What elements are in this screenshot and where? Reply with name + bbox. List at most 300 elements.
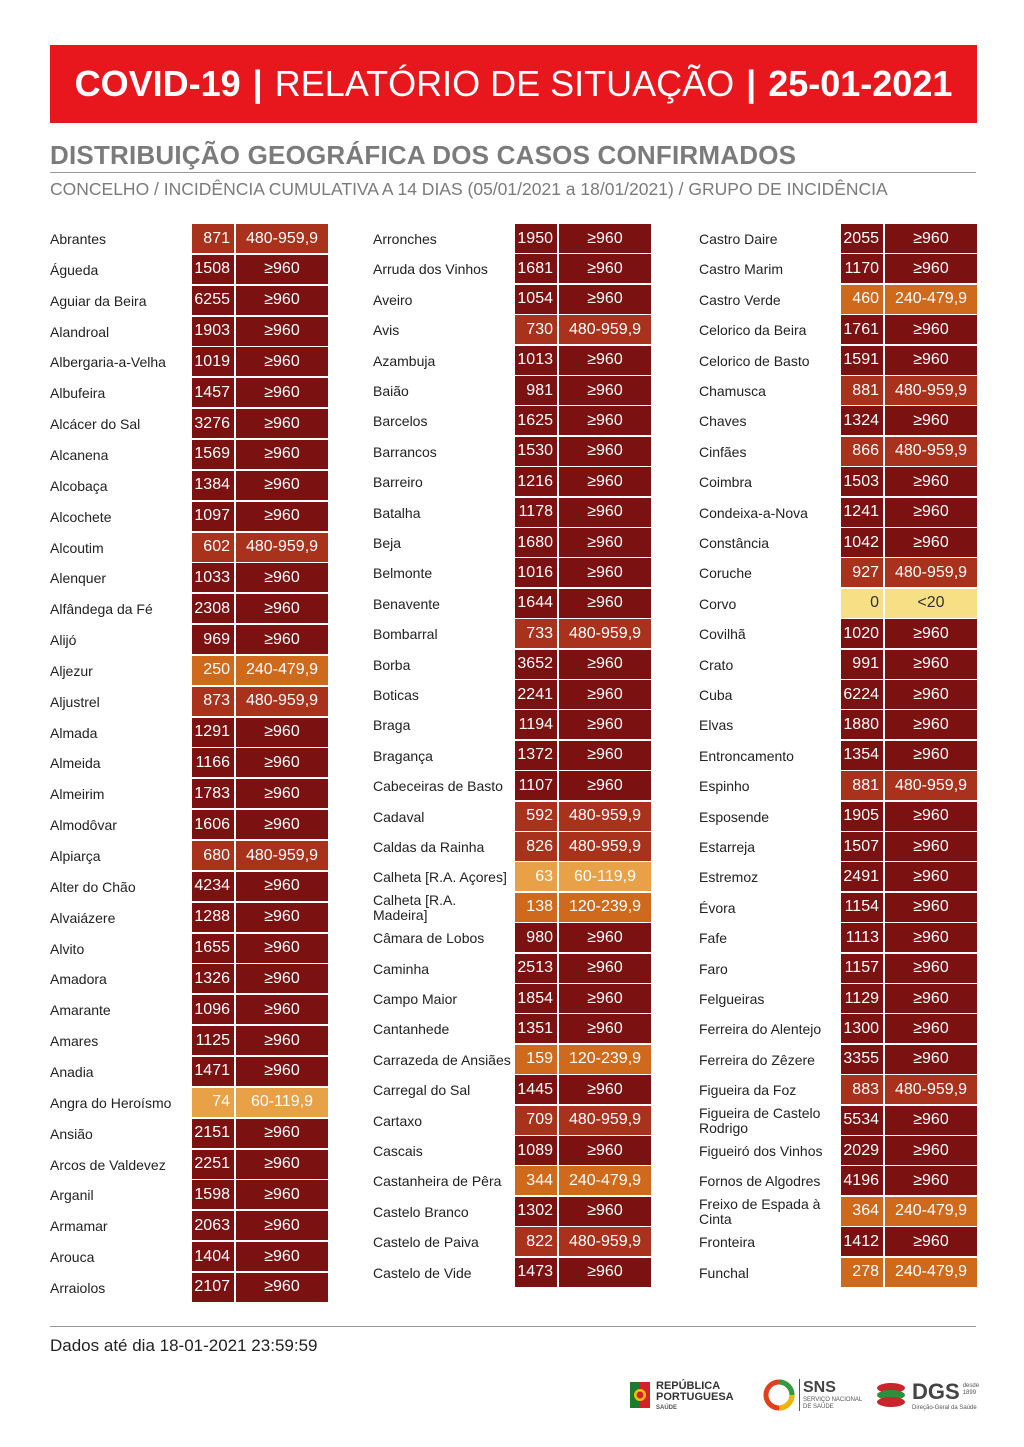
municipality-name: Aljezur xyxy=(50,662,93,679)
table-row xyxy=(373,558,651,589)
table-row xyxy=(50,502,328,533)
municipality-name: Figueira da Foz xyxy=(699,1082,797,1099)
table-row xyxy=(50,748,328,779)
table-row xyxy=(373,650,651,681)
table-row xyxy=(373,285,651,316)
table-row xyxy=(699,1045,977,1076)
table-row xyxy=(50,1119,328,1150)
incidence-value: 2151 xyxy=(192,1119,234,1148)
incidence-value: 3652 xyxy=(515,650,557,679)
municipality-name: Cadaval xyxy=(373,808,425,825)
dgs-year: 1899 xyxy=(962,1389,977,1396)
incidence-value: 278 xyxy=(841,1258,883,1287)
incidence-group: ≥960 xyxy=(885,406,977,435)
incidence-group: 480-959,9 xyxy=(559,619,651,648)
incidence-value: 1324 xyxy=(841,406,883,435)
municipality-name: Cascais xyxy=(373,1143,423,1159)
municipality-name: Coimbra xyxy=(699,474,752,491)
incidence-group: 240-479,9 xyxy=(885,1258,977,1287)
table-row xyxy=(50,286,328,317)
table-row xyxy=(50,1211,328,1242)
incidence-group: ≥960 xyxy=(559,741,651,770)
table-row xyxy=(373,1166,651,1197)
incidence-value: 1508 xyxy=(192,255,234,284)
municipality-name: Corvo xyxy=(699,595,737,612)
incidence-group: ≥960 xyxy=(885,315,977,344)
incidence-group: ≥960 xyxy=(885,832,977,861)
table-row xyxy=(373,862,651,893)
municipality-name: Alcácer do Sal xyxy=(50,416,141,433)
incidence-value: 1680 xyxy=(515,528,557,557)
municipality-name: Chamusca xyxy=(699,383,766,399)
municipality-name: Alcoutim xyxy=(50,539,104,556)
table-row xyxy=(50,841,328,872)
municipality-name: Barcelos xyxy=(373,413,428,430)
incidence-value: 250 xyxy=(192,656,234,685)
incidence-group: ≥960 xyxy=(559,528,651,557)
incidence-value: 2491 xyxy=(841,862,883,891)
municipality-name: Arruda dos Vinhos xyxy=(373,261,488,278)
section-subheading: CONCELHO / INCIDÊNCIA CUMULATIVA A 14 DIAS (05/01/2021 a 18/01/2021) / GRUPO DE INCIDÊNCIA xyxy=(50,179,888,199)
table-row xyxy=(50,779,328,810)
incidence-value: 592 xyxy=(515,802,557,831)
municipality-name: Freixo de Espada à Cinta xyxy=(699,1196,821,1228)
incidence-group: ≥960 xyxy=(236,1150,328,1179)
municipality-name: Ferreira do Zêzere xyxy=(699,1051,815,1068)
table-row xyxy=(373,802,651,833)
table-row xyxy=(373,1197,651,1228)
incidence-group: ≥960 xyxy=(559,954,651,983)
data-date-note: Dados até dia 18-01-2021 23:59:59 xyxy=(50,1336,318,1355)
municipality-name: Faro xyxy=(699,960,728,977)
table-row xyxy=(699,741,977,772)
municipality-name: Crato xyxy=(699,656,734,673)
municipality-name: Entroncamento xyxy=(699,747,794,764)
table-row xyxy=(699,498,977,529)
incidence-group: ≥960 xyxy=(885,923,977,952)
incidence-value: 980 xyxy=(515,923,557,952)
incidence-group: ≥960 xyxy=(236,625,328,654)
municipality-name: Castelo Branco xyxy=(373,1203,469,1220)
municipality-name: Alcobaça xyxy=(50,477,108,494)
incidence-group: 480-959,9 xyxy=(885,558,977,587)
incidence-value: 680 xyxy=(192,841,234,870)
table-row xyxy=(699,893,977,924)
municipality-name: Castro Verde xyxy=(699,291,781,308)
incidence-group: ≥960 xyxy=(559,1075,651,1104)
incidence-group: 240-479,9 xyxy=(885,1197,977,1226)
incidence-value: 1154 xyxy=(841,893,883,922)
table-row xyxy=(50,1273,328,1304)
incidence-value: 0 xyxy=(841,589,883,618)
municipality-name: Almeirim xyxy=(50,786,105,803)
municipality-name: Alandroal xyxy=(50,323,110,340)
incidence-value: 1471 xyxy=(192,1057,234,1086)
municipality-name: Évora xyxy=(699,899,736,916)
republica-line3: SAÚDE xyxy=(656,1404,678,1411)
incidence-group: ≥960 xyxy=(559,923,651,952)
incidence-value: 873 xyxy=(192,687,234,716)
municipality-name: Arraiolos xyxy=(50,1279,106,1296)
incidence-group: ≥960 xyxy=(236,502,328,531)
incidence-value: 1384 xyxy=(192,471,234,500)
incidence-group: ≥960 xyxy=(236,1026,328,1055)
incidence-value: 1591 xyxy=(841,346,883,375)
incidence-value: 1194 xyxy=(515,710,557,739)
incidence-group: <20 xyxy=(885,589,977,618)
incidence-group: ≥960 xyxy=(236,1119,328,1148)
municipality-name: Castro Marim xyxy=(699,261,784,278)
table-row xyxy=(699,802,977,833)
incidence-group: 120-239,9 xyxy=(559,1045,651,1074)
incidence-value: 159 xyxy=(515,1045,557,1074)
incidence-group: ≥960 xyxy=(559,346,651,375)
municipality-name: Arouca xyxy=(50,1249,95,1266)
incidence-value: 1473 xyxy=(515,1258,557,1287)
municipality-name: Alter do Chão xyxy=(50,878,136,895)
incidence-group: ≥960 xyxy=(885,741,977,770)
table-row xyxy=(699,710,977,741)
table-row xyxy=(699,923,977,954)
table-row xyxy=(50,563,328,594)
incidence-group: 120-239,9 xyxy=(559,893,651,922)
incidence-group: 240-479,9 xyxy=(559,1166,651,1195)
incidence-group: 480-959,9 xyxy=(236,224,328,253)
incidence-group: ≥960 xyxy=(236,1180,328,1209)
incidence-value: 1016 xyxy=(515,558,557,587)
table-row xyxy=(373,893,651,924)
municipality-name: Castanheira de Pêra xyxy=(373,1173,502,1190)
municipality-name: Cinfães xyxy=(699,443,747,460)
municipality-name: Almeida xyxy=(50,755,101,772)
incidence-group: ≥960 xyxy=(885,1014,977,1043)
incidence-group: ≥960 xyxy=(885,1045,977,1074)
incidence-value: 4234 xyxy=(192,872,234,901)
incidence-group: 480-959,9 xyxy=(885,437,977,466)
table-row xyxy=(373,680,651,711)
table-row xyxy=(699,346,977,377)
incidence-group: ≥960 xyxy=(885,254,977,283)
incidence-value: 1681 xyxy=(515,254,557,283)
municipality-name: Condeixa-a-Nova xyxy=(699,504,808,521)
table-row xyxy=(50,1057,328,1088)
municipality-name: Braga xyxy=(373,717,411,734)
incidence-value: 1625 xyxy=(515,406,557,435)
table-row xyxy=(373,710,651,741)
incidence-group: ≥960 xyxy=(885,862,977,891)
incidence-group: ≥960 xyxy=(885,802,977,831)
incidence-group: ≥960 xyxy=(559,376,651,405)
incidence-group: ≥960 xyxy=(559,498,651,527)
table-row xyxy=(699,619,977,650)
table-row xyxy=(373,406,651,437)
table-row xyxy=(50,594,328,625)
incidence-group: ≥960 xyxy=(885,710,977,739)
municipality-name: Alpiarça xyxy=(50,848,101,864)
table-row xyxy=(373,589,651,620)
table-row xyxy=(50,1180,328,1211)
table-row xyxy=(373,224,651,255)
incidence-group: ≥960 xyxy=(559,650,651,679)
table-row xyxy=(373,498,651,529)
table-row xyxy=(50,903,328,934)
incidence-group: 480-959,9 xyxy=(559,802,651,831)
incidence-group: ≥960 xyxy=(236,995,328,1024)
incidence-group: ≥960 xyxy=(236,1057,328,1086)
municipality-name: Celorico da Beira xyxy=(699,322,807,339)
incidence-group: ≥960 xyxy=(236,286,328,315)
municipality-name: Amarante xyxy=(50,1002,111,1019)
table-row xyxy=(699,589,977,620)
municipality-name: Alvito xyxy=(50,940,85,957)
incidence-group: ≥960 xyxy=(559,589,651,618)
municipality-name: Calheta [R.A. Açores] xyxy=(373,869,507,886)
incidence-value: 1445 xyxy=(515,1075,557,1104)
table-row xyxy=(50,409,328,440)
municipality-name: Beja xyxy=(373,535,402,551)
dgs-fullname: Direção-Geral da Saúde xyxy=(912,1404,977,1411)
sns-emblem-icon xyxy=(762,1378,796,1412)
incidence-group: ≥960 xyxy=(236,409,328,438)
municipality-name: Anadia xyxy=(50,1063,94,1080)
municipality-name: Alcochete xyxy=(50,508,112,525)
incidence-value: 1404 xyxy=(192,1242,234,1271)
incidence-group: ≥960 xyxy=(236,964,328,993)
incidence-value: 2029 xyxy=(841,1136,883,1165)
incidence-value: 991 xyxy=(841,650,883,679)
table-row xyxy=(50,687,328,718)
incidence-value: 1216 xyxy=(515,467,557,496)
municipality-name: Almodôvar xyxy=(50,817,117,834)
banner-title: COVID-19 xyxy=(74,63,241,104)
incidence-group: ≥960 xyxy=(236,903,328,932)
municipality-name: Azambuja xyxy=(373,352,436,369)
incidence-value: 1178 xyxy=(515,498,557,527)
municipality-name: Alijó xyxy=(50,632,77,649)
republica-emblem-icon xyxy=(626,1378,652,1414)
incidence-group: ≥960 xyxy=(885,224,977,253)
municipality-name: Barrancos xyxy=(373,443,437,460)
report-banner xyxy=(50,45,977,123)
incidence-group: 60-119,9 xyxy=(236,1088,328,1117)
incidence-group: 480-959,9 xyxy=(236,841,328,870)
table-row xyxy=(50,1088,328,1119)
municipality-name: Aguiar da Beira xyxy=(50,292,147,309)
dgs-name: DGS xyxy=(912,1378,960,1404)
table-row xyxy=(50,934,328,965)
table-row xyxy=(699,1227,977,1258)
incidence-value: 709 xyxy=(515,1106,557,1135)
municipality-name: Castelo de Vide xyxy=(373,1264,472,1281)
municipality-name: Castro Daire xyxy=(699,231,778,247)
table-row xyxy=(373,954,651,985)
incidence-value: 1412 xyxy=(841,1227,883,1256)
municipality-name: Carrazeda de Ansiães xyxy=(373,1051,511,1068)
municipality-name: Calheta [R.A. Madeira] xyxy=(373,892,457,924)
incidence-group: 480-959,9 xyxy=(559,832,651,861)
municipality-name: Estremoz xyxy=(699,869,759,886)
sns-line2: SERVIÇO NACIONAL xyxy=(803,1397,863,1403)
municipality-name: Espinho xyxy=(699,778,750,795)
table-row xyxy=(373,771,651,802)
incidence-group: ≥960 xyxy=(236,1211,328,1240)
table-row xyxy=(699,224,977,255)
incidence-value: 1644 xyxy=(515,589,557,618)
incidence-value: 74 xyxy=(192,1088,234,1117)
incidence-value: 822 xyxy=(515,1227,557,1256)
sns-logo xyxy=(762,1378,862,1412)
table-row xyxy=(50,964,328,995)
table-row xyxy=(50,1026,328,1057)
incidence-group: 480-959,9 xyxy=(885,771,977,800)
incidence-value: 460 xyxy=(841,285,883,314)
incidence-value: 1107 xyxy=(515,771,557,800)
incidence-group: ≥960 xyxy=(885,1166,977,1195)
incidence-value: 883 xyxy=(841,1075,883,1104)
incidence-value: 2513 xyxy=(515,954,557,983)
table-row xyxy=(373,1075,651,1106)
table-row xyxy=(699,832,977,863)
municipality-name: Boticas xyxy=(373,687,419,703)
table-row xyxy=(699,1197,977,1228)
incidence-group: 480-959,9 xyxy=(236,533,328,562)
municipality-name: Cantanhede xyxy=(373,1021,450,1038)
table-row xyxy=(50,378,328,409)
table-row xyxy=(50,347,328,378)
incidence-value: 1129 xyxy=(841,984,883,1013)
incidence-group: ≥960 xyxy=(236,748,328,777)
incidence-value: 364 xyxy=(841,1197,883,1226)
incidence-value: 1288 xyxy=(192,903,234,932)
incidence-group: ≥960 xyxy=(885,650,977,679)
sns-line3: DE SAÚDE xyxy=(803,1404,834,1410)
incidence-value: 3355 xyxy=(841,1045,883,1074)
incidence-group: 480-959,9 xyxy=(885,1075,977,1104)
incidence-group: ≥960 xyxy=(236,471,328,500)
municipality-name: Funchal xyxy=(699,1264,749,1281)
incidence-value: 1507 xyxy=(841,832,883,861)
table-row xyxy=(373,1258,651,1289)
incidence-value: 1302 xyxy=(515,1197,557,1226)
incidence-value: 1166 xyxy=(192,748,234,777)
incidence-group: ≥960 xyxy=(885,680,977,709)
incidence-value: 1457 xyxy=(192,378,234,407)
incidence-group: ≥960 xyxy=(236,255,328,284)
table-row xyxy=(50,810,328,841)
incidence-value: 2107 xyxy=(192,1273,234,1302)
banner-separator: | xyxy=(252,63,263,104)
table-row xyxy=(373,437,651,468)
incidence-group: ≥960 xyxy=(885,619,977,648)
incidence-value: 1013 xyxy=(515,346,557,375)
incidence-group: ≥960 xyxy=(236,594,328,623)
table-row xyxy=(50,1242,328,1273)
table-row xyxy=(50,995,328,1026)
table-row xyxy=(373,315,651,346)
incidence-value: 4196 xyxy=(841,1166,883,1195)
table-row xyxy=(699,954,977,985)
table-row xyxy=(699,1258,977,1289)
municipality-name: Ansião xyxy=(50,1125,93,1142)
incidence-value: 881 xyxy=(841,771,883,800)
municipality-name: Borba xyxy=(373,656,411,673)
table-row xyxy=(373,467,651,498)
incidence-group: ≥960 xyxy=(885,498,977,527)
incidence-value: 1950 xyxy=(515,224,557,253)
incidence-group: ≥960 xyxy=(236,378,328,407)
incidence-group: ≥960 xyxy=(559,1136,651,1165)
table-row xyxy=(699,984,977,1015)
incidence-group: ≥960 xyxy=(885,467,977,496)
table-row xyxy=(373,346,651,377)
incidence-group: ≥960 xyxy=(236,317,328,346)
incidence-value: 1096 xyxy=(192,995,234,1024)
incidence-value: 1113 xyxy=(841,923,883,952)
municipality-name: Bombarral xyxy=(373,626,438,643)
incidence-group: ≥960 xyxy=(559,1014,651,1043)
municipality-name: Estarreja xyxy=(699,839,756,855)
incidence-value: 871 xyxy=(192,224,234,253)
incidence-group: ≥960 xyxy=(559,467,651,496)
incidence-value: 1503 xyxy=(841,467,883,496)
incidence-group: ≥960 xyxy=(236,1242,328,1271)
incidence-value: 6224 xyxy=(841,680,883,709)
municipality-name: Figueiró dos Vinhos xyxy=(699,1143,823,1159)
incidence-value: 1042 xyxy=(841,528,883,557)
table-row xyxy=(699,376,977,407)
municipality-name: Arganil xyxy=(50,1187,94,1204)
dgs-emblem-icon xyxy=(874,1378,908,1412)
table-row xyxy=(699,558,977,589)
incidence-group: ≥960 xyxy=(559,224,651,253)
municipality-name: Abrantes xyxy=(50,231,107,247)
table-row xyxy=(50,255,328,286)
incidence-value: 1054 xyxy=(515,285,557,314)
table-row xyxy=(50,533,328,564)
municipality-name: Cuba xyxy=(699,687,733,703)
incidence-group: ≥960 xyxy=(885,1227,977,1256)
incidence-value: 1241 xyxy=(841,498,883,527)
incidence-value: 1598 xyxy=(192,1180,234,1209)
incidence-group: ≥960 xyxy=(236,810,328,839)
incidence-value: 927 xyxy=(841,558,883,587)
municipality-name: Castelo de Paiva xyxy=(373,1234,479,1251)
incidence-value: 1097 xyxy=(192,502,234,531)
incidence-value: 1300 xyxy=(841,1014,883,1043)
table-row xyxy=(50,471,328,502)
incidence-value: 1903 xyxy=(192,317,234,346)
table-row xyxy=(50,625,328,656)
incidence-group: ≥960 xyxy=(236,779,328,808)
municipality-name: Alenquer xyxy=(50,570,107,587)
incidence-group: ≥960 xyxy=(559,1197,651,1226)
table-row xyxy=(699,528,977,559)
municipality-name: Bragança xyxy=(373,747,433,764)
municipality-name: Angra do Heroísmo xyxy=(50,1094,172,1111)
municipality-name: Alfândega da Fé xyxy=(50,601,153,618)
banner-date: 25-01-2021 xyxy=(768,63,953,104)
banner-separator: | xyxy=(746,63,757,104)
municipality-name: Arronches xyxy=(373,231,437,247)
municipality-name: Avis xyxy=(373,322,400,339)
incidence-value: 1905 xyxy=(841,802,883,831)
table-row xyxy=(373,832,651,863)
incidence-value: 881 xyxy=(841,376,883,405)
incidence-value: 1125 xyxy=(192,1026,234,1055)
footer-divider xyxy=(50,1326,976,1327)
incidence-group: ≥960 xyxy=(236,718,328,747)
municipality-name: Cartaxo xyxy=(373,1112,423,1129)
